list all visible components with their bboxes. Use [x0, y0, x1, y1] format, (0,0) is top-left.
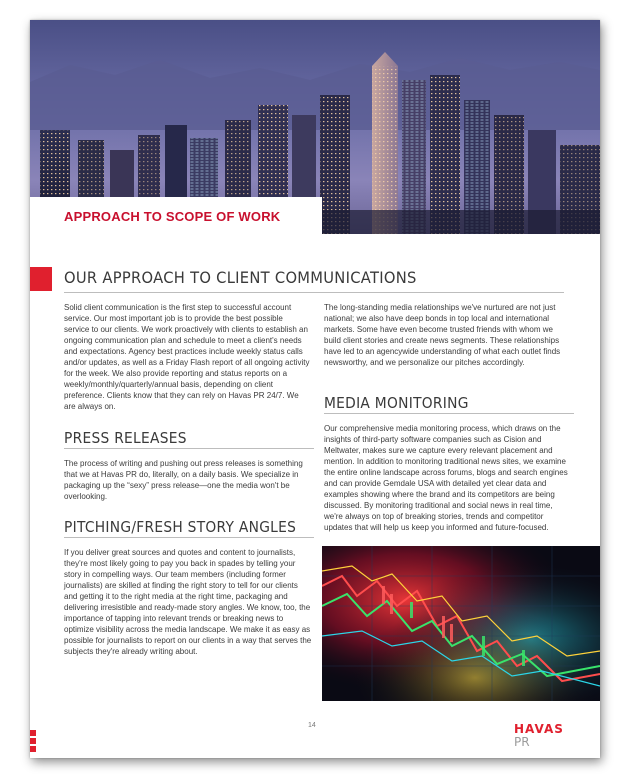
media-monitoring-rule	[324, 413, 574, 414]
client-comms-paragraph: Solid client communication is the first step to successful account service. Our most important job is to provide the best possible service to our clients. We work proactively with clients to establish an ongoing communication plan and schedule to meet a client's needs and expectations. Agency best practices include weekly status calls and/or updates, as well as a Friday Flash report of all ongoing activity for the week. We also provide reporting and status reports on a weekly/monthly/quarterly/annual basis, depending on client preference. Clients know that they can rely on Havas PR 24/7. We are always on.	[64, 303, 310, 411]
logo-pr-text: PR	[514, 735, 530, 749]
client-comms-heading: OUR APPROACH TO CLIENT COMMUNICATIONS	[64, 268, 417, 287]
corner-marks	[30, 730, 36, 758]
pitching-paragraph: If you deliver great sources and quotes and content to journalists, they're most likely going to pay you back in spades by telling your story in compelling ways. Our team members (including former journalists) are skilled at finding the right story to tell for our clients and getting it to the right media at the right time, packaging and delivering irresistible and ready-made story angles. We know, too, the importance of tapping into relevant trends or breaking news to optimize visibility across the media landscape. We make it as easy as possible for journalists to report on our clients in a way that serves the subjects they're already writing about.	[64, 548, 312, 656]
media-monitoring-heading: MEDIA MONITORING	[324, 394, 469, 412]
financial-chart-photo	[322, 546, 600, 701]
section-title: APPROACH TO SCOPE OF WORK	[64, 209, 281, 224]
media-monitoring-paragraph: Our comprehensive media monitoring process, which draws on the insights of third-party software companies such as Cision and Meltwater, makes sure we capture every relevant placement and mention. In addition to monitoring traditional news sites, we examine the entire online landscape across forums, blogs and search engines and can provide Gemdale USA with detailed yet clear data and examples showing where the brand and its competitors are being discussed. By monitoring traditional and social news in real time, we're always on top of breaking stories, trends and competitor updates that will help us keep you informed and future-focused.	[324, 424, 568, 532]
press-releases-rule	[64, 448, 314, 449]
havas-pr-logo	[514, 723, 574, 753]
document-page	[30, 20, 600, 758]
press-releases-heading: PRESS RELEASES	[64, 429, 187, 447]
page-number: 14	[308, 722, 316, 729]
logo-havas-text: HAVAS	[514, 722, 564, 736]
pitching-rule	[64, 537, 314, 538]
accent-bar	[30, 267, 52, 291]
pitching-heading: PITCHING/FRESH STORY ANGLES	[64, 518, 297, 536]
press-releases-paragraph: The process of writing and pushing out press releases is something that we at Havas PR do, literally, on a daily basis. We specialize in packaging up the “sexy” press release—one the media won't be overlooking.	[64, 459, 303, 501]
heading-rule	[64, 292, 564, 293]
media-relations-paragraph: The long-standing media relationships we've nurtured are not just national; we also have deep bonds in top local and international markets. Some have even become trusted friends with whom we build client stories and create news segments. These relationships have led to an agencywide understanding of what each outlet finds newsworthy, and we personalize our pitches accordingly.	[324, 303, 561, 367]
